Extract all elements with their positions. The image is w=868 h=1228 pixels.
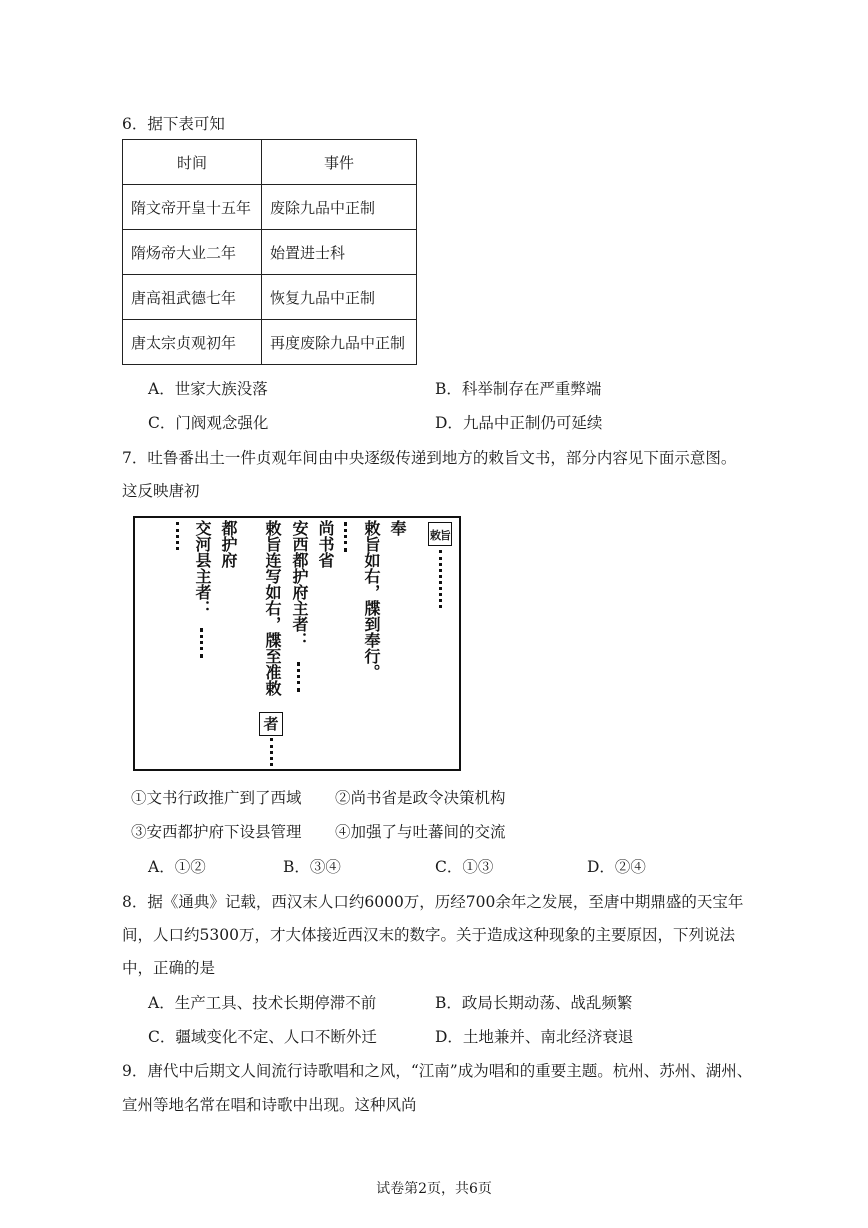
seal-bottom-text: 者: [263, 715, 279, 733]
table-cell: 恢复九品中正制: [262, 275, 417, 320]
q8-stem-line1: 8．据《通典》记载，西汉末人口约6000万，历经700余年之发展，至唐中期鼎盛的天宝年: [122, 893, 744, 911]
table-header-event: 事件: [262, 140, 417, 185]
ellipsis-dots: [270, 738, 277, 766]
q7-statement-1: ①文书行政推广到了西域: [131, 789, 302, 807]
table-cell: 唐太宗贞观初年: [123, 320, 262, 365]
doc-col-shangshu: 尚书省: [316, 520, 335, 568]
q6-option-a[interactable]: A．世家大族没落: [148, 380, 268, 398]
seal-top-text: 敕旨: [430, 529, 450, 542]
ellipsis-dots: [176, 522, 183, 550]
q8-option-b[interactable]: B．政局长期动荡、战乱频繁: [435, 994, 633, 1012]
q8-stem-line3: 中，正确的是: [122, 959, 216, 977]
q7-stem-line2: 这反映唐初: [122, 482, 200, 500]
q6-option-d[interactable]: D．九品中正制仍可延续: [435, 414, 603, 432]
q7-option-c[interactable]: C．①③: [435, 858, 494, 876]
q8-stem-line2: 间，人口约5300万，才大体接近西汉末的数字。关于造成这种现象的主要原因，下列说法: [122, 926, 735, 944]
doc-col-feng: 奉: [388, 520, 407, 536]
q6-stem: 6．据下表可知: [122, 115, 225, 133]
q7-statement-4: ④加强了与吐蕃间的交流: [335, 823, 506, 841]
table-cell: 再度废除九品中正制: [262, 320, 417, 365]
q8-option-d[interactable]: D．土地兼并、南北经济衰退: [435, 1028, 634, 1046]
q9-stem-line1: 9．唐代中后期文人间流行诗歌唱和之风，“江南”成为唱和的重要主题。杭州、苏州、湖州、: [122, 1062, 753, 1080]
seal-top: [428, 522, 452, 546]
doc-col-anxi: 安西都护府主者：: [290, 520, 309, 648]
seal-bottom: [259, 712, 283, 736]
table-cell: 废除九品中正制: [262, 185, 417, 230]
q7-option-b[interactable]: B．③④: [283, 858, 341, 876]
table-row: [123, 185, 417, 230]
q8-option-a[interactable]: A．生产工具、技术长期停滞不前: [148, 994, 377, 1012]
ellipsis-dots: [297, 662, 304, 692]
table-row: [123, 230, 417, 275]
q6-option-c[interactable]: C．门阀观念强化: [148, 414, 269, 432]
q9-stem-line2: 宣州等地名常在唱和诗歌中出现。这种风尚: [122, 1096, 417, 1114]
q6-table: [122, 139, 417, 365]
q8-option-c[interactable]: C．疆域变化不定、人口不断外迁: [148, 1028, 377, 1046]
q7-option-a[interactable]: A．①②: [148, 858, 206, 876]
page-footer: 试卷第2页，共6页: [376, 1181, 492, 1197]
table-cell: 始置进士科: [262, 230, 417, 275]
q7-statement-2: ②尚书省是政令决策机构: [335, 789, 506, 807]
table-header-time: 时间: [123, 140, 262, 185]
table-row: [123, 275, 417, 320]
table-header-row: [123, 140, 417, 185]
doc-col-jiaohe: 交河县主者：: [193, 520, 212, 616]
table-cell: 唐高祖武德七年: [123, 275, 262, 320]
ellipsis-dots: [344, 522, 351, 552]
q7-option-d[interactable]: D．②④: [587, 858, 646, 876]
doc-col-decree: 敕旨如右，牒到奉行。: [362, 520, 381, 680]
doc-col-decree2: 敕旨连写如右，牒至准敕: [263, 520, 282, 696]
table-cell: 隋文帝开皇十五年: [123, 185, 262, 230]
ellipsis-dots: [439, 550, 446, 608]
q7-statement-3: ③安西都护府下设县管理: [131, 823, 302, 841]
q7-stem-line1: 7．吐鲁番出土一件贞观年间由中央逐级传递到地方的敕旨文书，部分内容见下面示意图。: [122, 449, 737, 467]
ellipsis-dots: [200, 628, 207, 658]
doc-col-duhu: 都护府: [219, 520, 238, 568]
q6-option-b[interactable]: B．科举制存在严重弊端: [435, 380, 602, 398]
table-cell: 隋炀帝大业二年: [123, 230, 262, 275]
table-row: [123, 320, 417, 365]
